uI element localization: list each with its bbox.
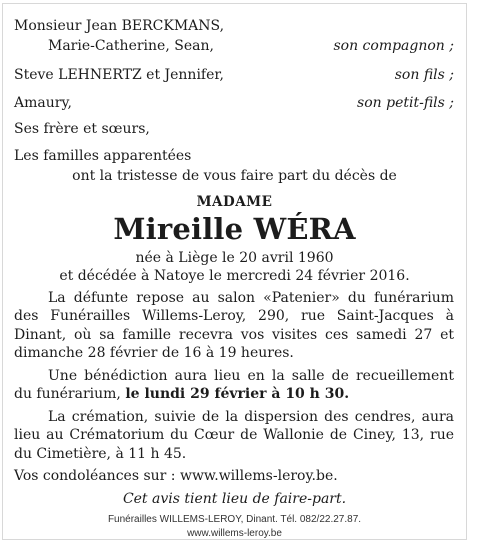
visitation-paragraph: La défunte repose au salon «Patenier» du funérarium des Funérailles Willems-Leroy, 290, rue Saint-Jacques à Dinant, où sa famille recevra vos visites ces samedi 27 et dimanche 28 février de 16 à 19 heures. — [14, 290, 454, 361]
death-info: et décédée à Natoye le mercredi 24 février 2016. — [59, 268, 410, 284]
funeral-home-info: Funérailles WILLEMS-LEROY, Dinant. Tél. 082/22.27.87. — [107, 514, 362, 525]
birth-info: née à Liège le 20 avril 1960 — [135, 250, 334, 266]
funeral-home-website: www.willems-leroy.be — [187, 528, 282, 539]
partner-role: son compagnon ; — [333, 38, 454, 54]
partner-children-names: Marie-Catherine, Sean, — [48, 38, 214, 54]
son-role: son fils ; — [394, 67, 454, 83]
blessing-date: le lundi 29 février à 10 h 30. — [125, 386, 350, 403]
closing-note: Cet avis tient lieu de faire-part. — [122, 491, 347, 507]
blessing-text: Une bénédiction aura lieu en la salle de recueillement du funérarium, — [14, 368, 454, 403]
cremation-paragraph: La crémation, suivie de la dispersion des cendres, aura lieu au Crématorium du Cœur de Wallonie de Ciney, 13, rue du Cimetière, à 11 h 45. — [14, 409, 454, 462]
announcement: ont la tristesse de vous faire part du décès de — [72, 168, 397, 184]
blessing-paragraph — [14, 367, 454, 404]
deceased-title: MADAME — [196, 194, 273, 210]
partner-names: Monsieur Jean BERCKMANS, — [14, 18, 225, 34]
obituary-notice — [2, 3, 467, 540]
condolences-line: Vos condoléances sur : www.willems-leroy.be. — [14, 468, 338, 484]
deceased-name: Mireille WÉRA — [113, 212, 356, 246]
relatives: Les familles apparentées — [14, 148, 192, 164]
siblings: Ses frère et sœurs, — [14, 121, 150, 137]
son-names: Steve LEHNERTZ et Jennifer, — [14, 67, 224, 83]
grandson-names: Amaury, — [14, 95, 72, 111]
grandson-role: son petit-fils ; — [357, 95, 454, 111]
